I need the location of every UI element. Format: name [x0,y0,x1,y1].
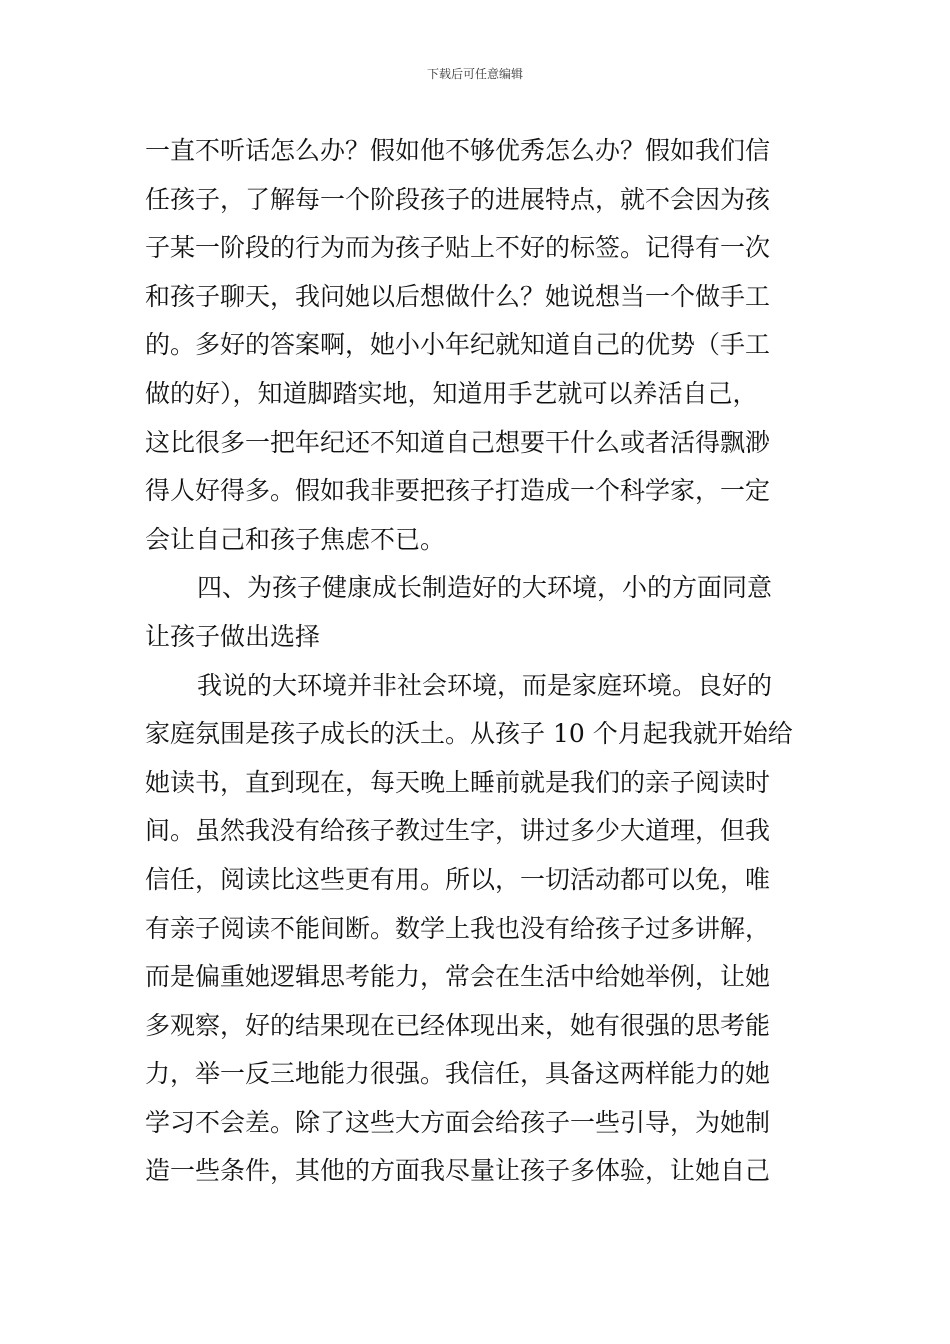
text-line: 和孩子聊天，我问她以后想做什么？她说想当一个做手工 [145,281,771,311]
text-line: 多观察，好的结果现在已经体现出来，她有很强的思考能 [145,1010,771,1040]
text-line: 做的好），知道脚踏实地，知道用手艺就可以养活自己， [145,378,758,408]
text-line: 子某一阶段的行为而为孩子贴上不好的标签。记得有一次 [145,233,771,263]
text-line: 造一些条件，其他的方面我尽量让孩子多体验，让她自己 [145,1156,771,1186]
page-header: 下载后可任意编辑 [426,67,523,81]
document-body [145,127,807,1196]
text-line: 一直不听话怎么办？假如他不够优秀怎么办？假如我们信 [145,136,771,165]
text-line: 力，举一反三地能力很强。我信任，具备这两样能力的她 [145,1059,771,1089]
text-line: 间。虽然我没有给孩子教过生字，讲过多少大道理，但我 [145,816,771,846]
text-line: 得人好得多。假如我非要把孩子打造成一个科学家，一定 [145,476,771,506]
text-line: 我说的大环境并非社会环境，而是家庭环境。良好的 [197,670,773,700]
text-line: 会让自己和孩子焦虑不已。 [145,524,446,554]
text-line: 而是偏重她逻辑思考能力，常会在生活中给她举例，让她 [145,962,771,992]
section-heading-line: 四、为孩子健康成长制造好的大环境，小的方面同意 [197,573,773,603]
text-line: 的。多好的答案啊，她小小年纪就知道自己的优势（手工 [145,330,771,360]
text-line: 有亲子阅读不能间断。数学上我也没有给孩子过多讲解， [145,913,771,943]
text-line: 学习不会差。除了这些大方面会给孩子一些引导，为她制 [145,1107,771,1137]
text-line: 她读书，直到现在，每天晚上睡前就是我们的亲子阅读时 [145,767,771,797]
text-line: 家庭氛围是孩子成长的沃土。从孩子 10 个月起我就开始给 [145,719,793,749]
text-line: 信任，阅读比这些更有用。所以，一切活动都可以免，唯 [145,864,771,894]
section-heading-line: 让孩子做出选择 [145,621,321,651]
text-line: 这比很多一把年纪还不知道自己想要干什么或者活得飘渺 [145,427,771,457]
text-line: 任孩子，了解每一个阶段孩子的进展特点，就不会因为孩 [145,184,771,214]
